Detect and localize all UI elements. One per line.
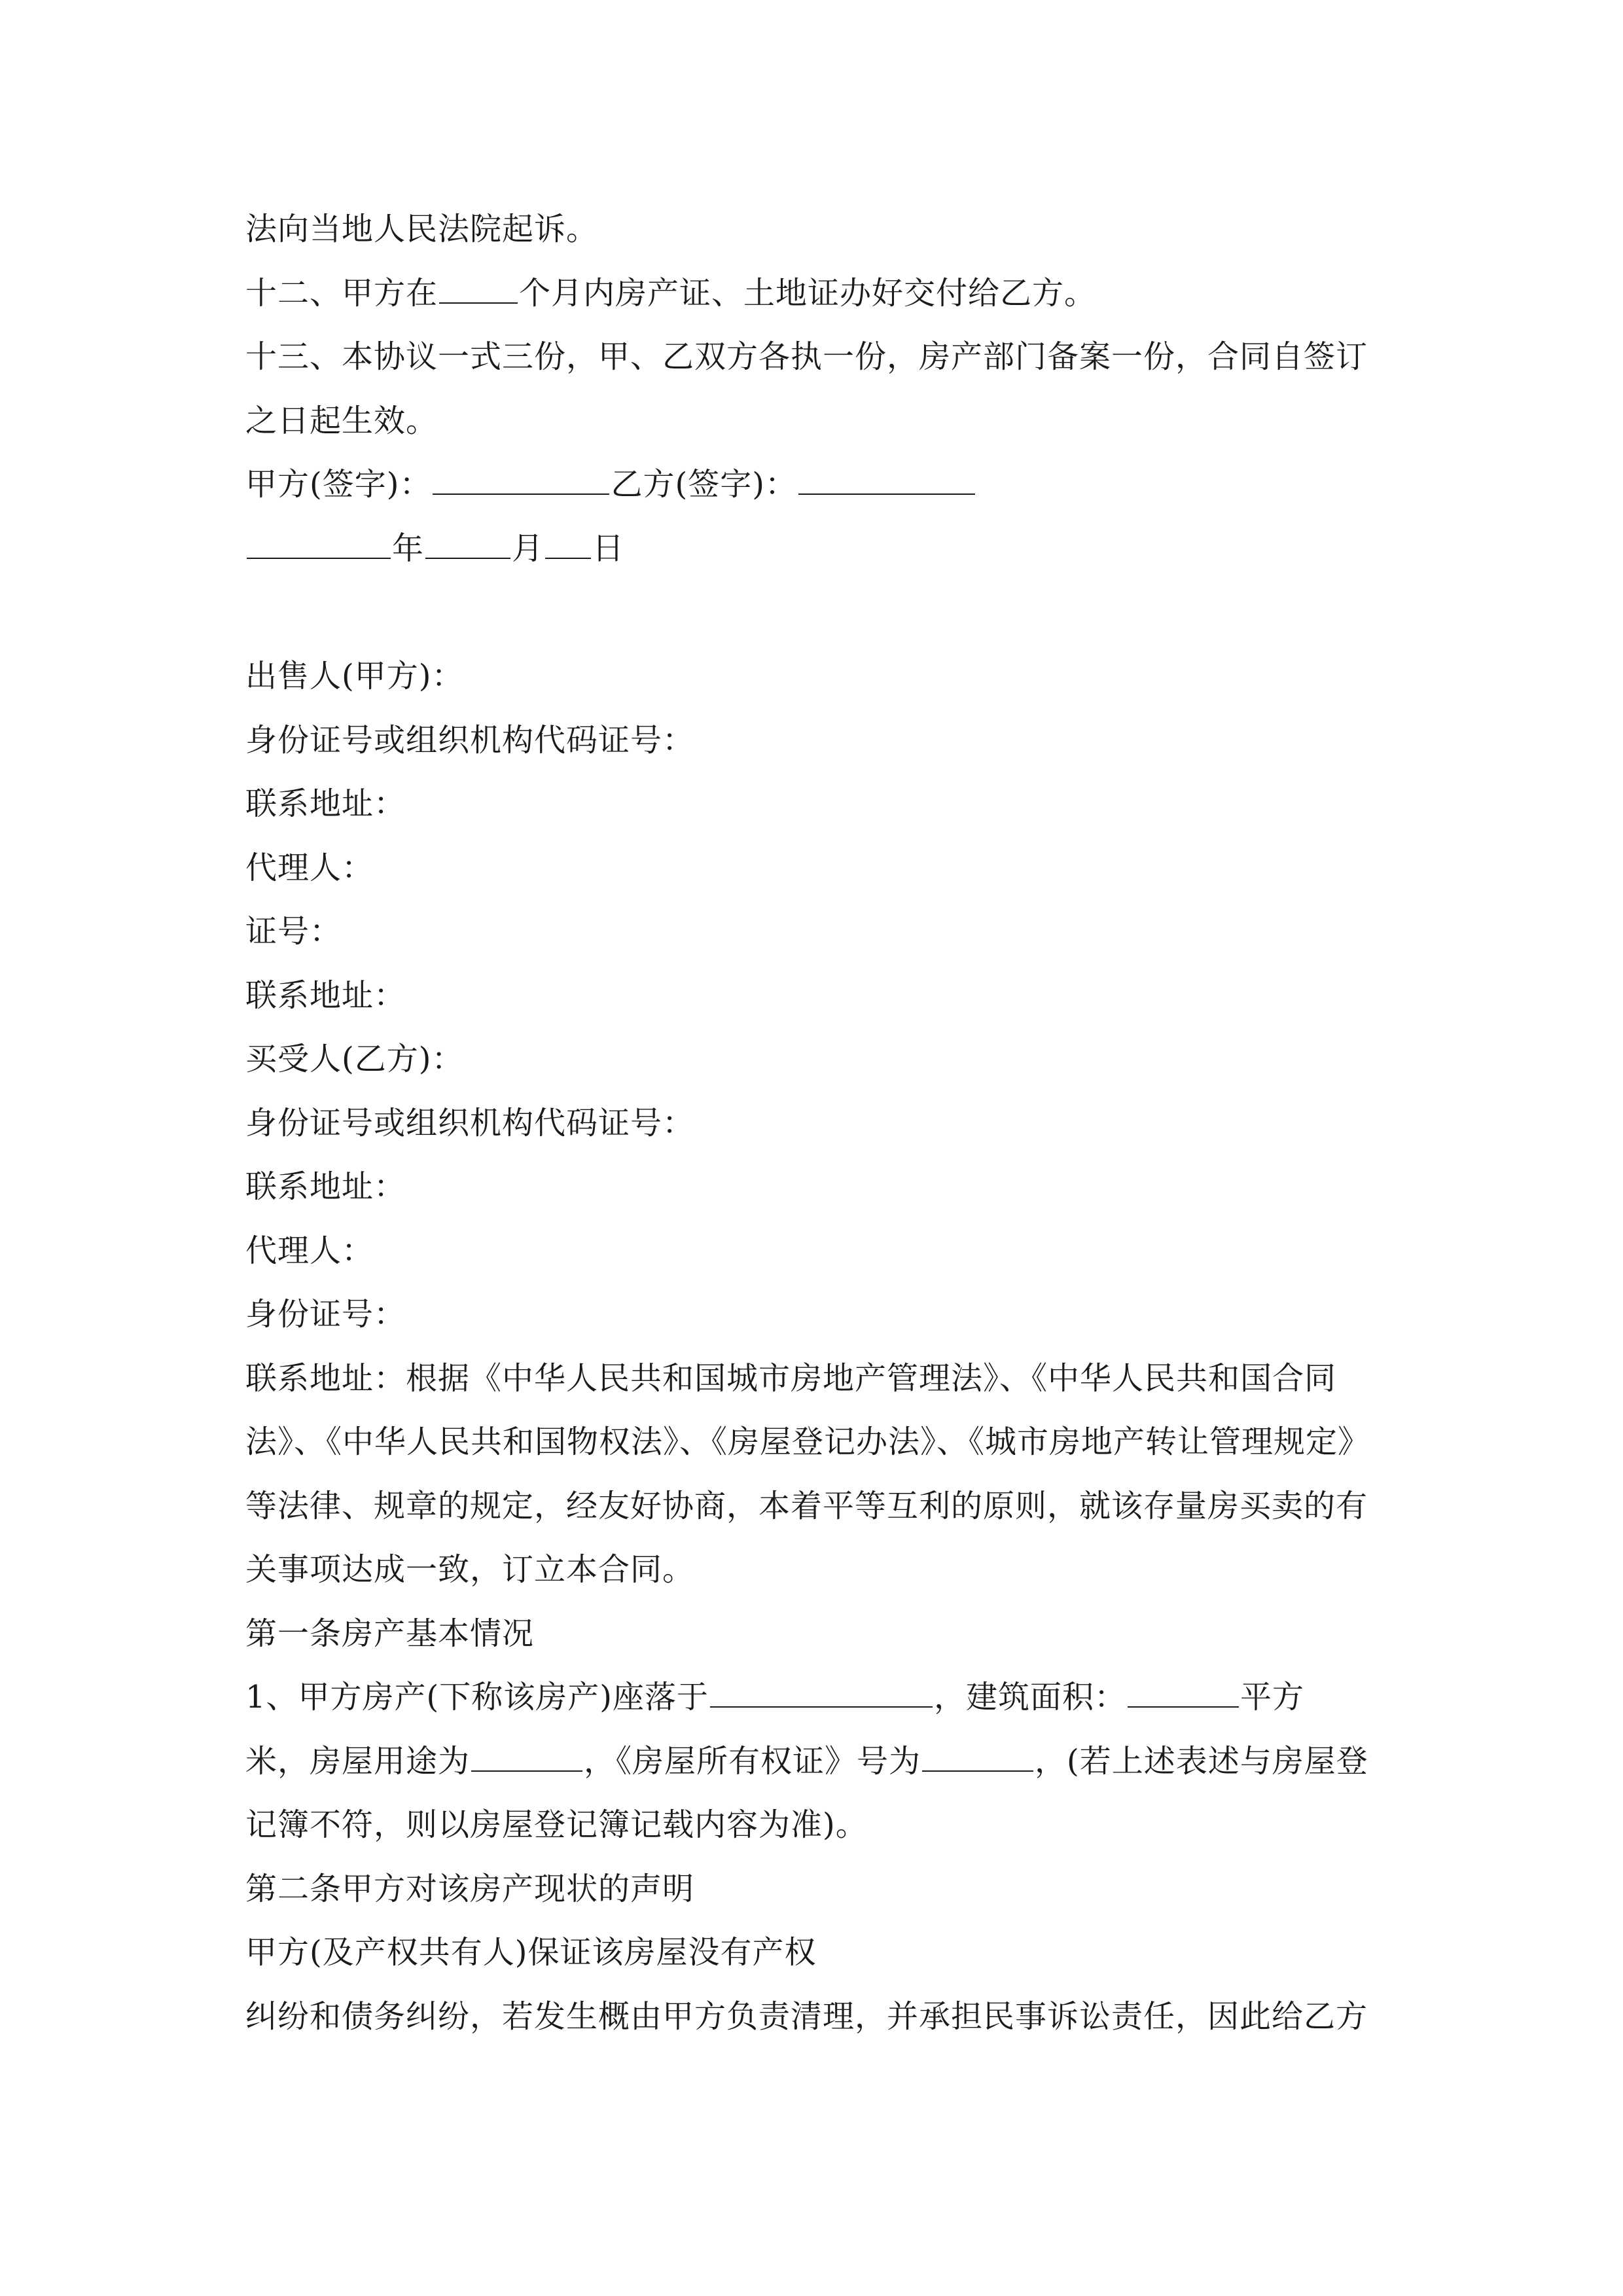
month-blank — [425, 529, 510, 559]
blank-field — [471, 1742, 582, 1772]
signature-line: 甲方(签字)： 乙方(签字)： — [245, 461, 976, 507]
text-line: 出售人(甲方)： — [245, 658, 464, 694]
text-line: 法》、《中华人民共和国物权法》、《房屋登记办法》、《城市房地产转让管理规定》 — [245, 1424, 1370, 1460]
text-line: 身份证号或组织机构代码证号： — [245, 1105, 695, 1141]
text-line: 米，房屋用途为 ，《房屋所有权证》号为 ，(若上述表述与房屋登 — [245, 1743, 1368, 1780]
text-line: 甲方(及产权共有人)保证该房屋没有产权 — [245, 1934, 817, 1971]
signature-blank — [433, 465, 609, 495]
text-line: 十三、本协议一式三份，甲、乙双方各执一份，房产部门备案一份，合同自签订 — [245, 338, 1368, 375]
date-line: 年 月 日 — [245, 526, 624, 571]
section-heading: 第二条甲方对该房产现状的声明 — [245, 1871, 695, 1907]
text-line: 买受人(乙方)： — [245, 1041, 464, 1077]
text-line: 代理人： — [245, 1232, 374, 1269]
year-blank — [247, 529, 391, 559]
text-line: 1、甲方房产(下称该房产)座落于 ，建筑面积： 平方 — [245, 1679, 1305, 1715]
section-heading: 第一条房产基本情况 — [245, 1615, 535, 1652]
text-line: 联系地址： — [245, 785, 406, 822]
blank-field — [710, 1677, 933, 1708]
blank-field — [1128, 1677, 1239, 1708]
signature-blank — [798, 465, 975, 495]
blank-field — [439, 274, 518, 304]
text-line: 等法律、规章的规定，经友好协商，本着平等互利的原则，就该存量房买卖的有 — [245, 1488, 1368, 1524]
text-line: 身份证号或组织机构代码证号： — [245, 722, 695, 759]
text-line: 身份证号： — [245, 1296, 406, 1333]
text-line: 十二、甲方在 个月内房产证、土地证办好交付给乙方。 — [245, 275, 1097, 312]
text-line: 法向当地人民法院起诉。 — [245, 211, 599, 247]
text-line: 关事项达成一致，订立本合同。 — [245, 1551, 695, 1588]
text-line: 记簿不符，则以房屋登记簿记载内容为准)。 — [245, 1806, 868, 1843]
text-line: 代理人： — [245, 850, 374, 886]
text-line: 证号： — [245, 913, 342, 950]
blank-field — [922, 1742, 1033, 1772]
day-blank — [545, 529, 591, 559]
text-line: 之日起生效。 — [245, 403, 438, 439]
text-line: 联系地址： — [245, 977, 406, 1014]
text-line: 纠纷和债务纠纷，若发生概由甲方负责清理，并承担民事诉讼责任，因此给乙方 — [245, 1998, 1368, 2035]
text-line: 联系地址： — [245, 1168, 406, 1205]
text-line: 联系地址：根据《中华人民共和国城市房地产管理法》、《中华人民共和国合同 — [245, 1360, 1337, 1397]
